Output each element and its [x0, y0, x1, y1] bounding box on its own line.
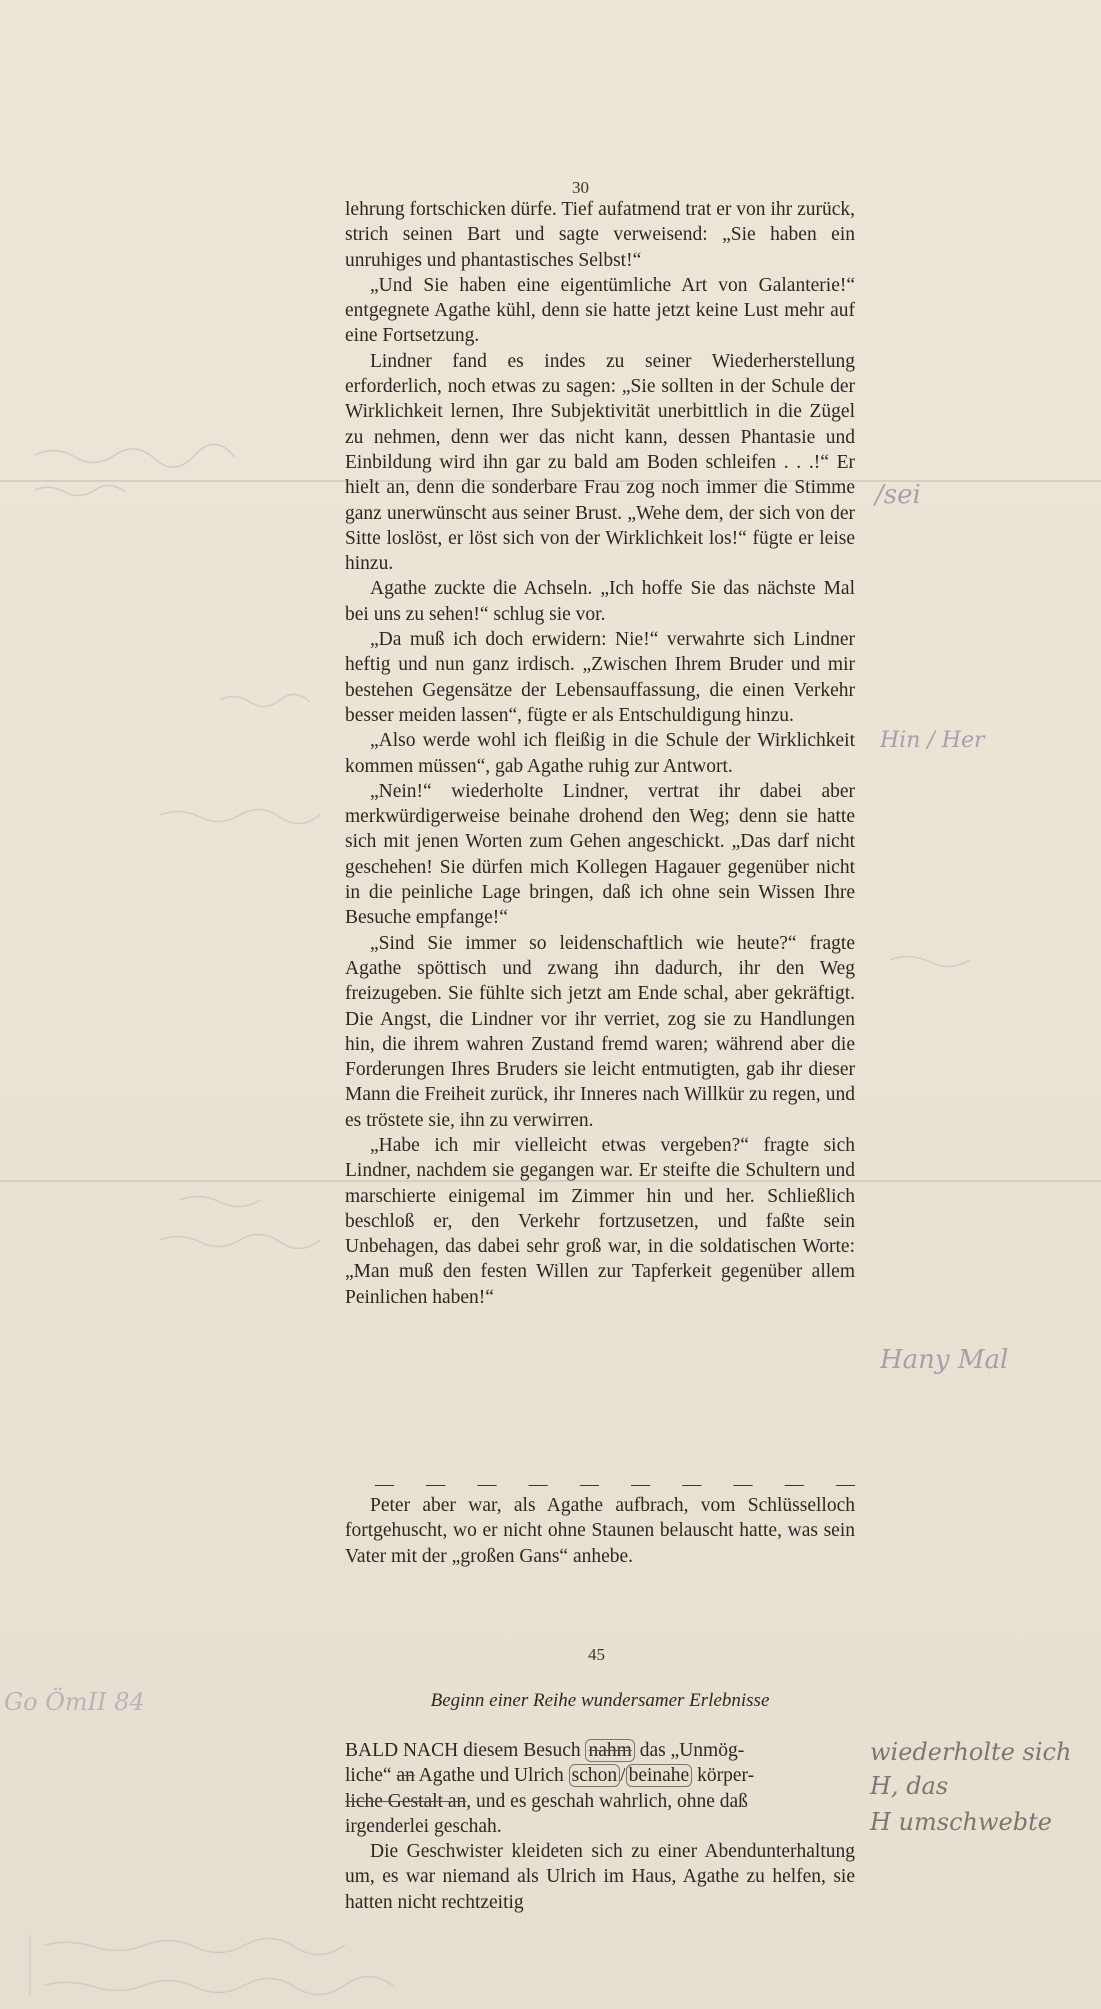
dash: —: [477, 1474, 497, 1495]
dash: —: [579, 1474, 599, 1495]
page-number-second: 45: [588, 1645, 605, 1664]
paragraph: Agathe zuckte die Achseln. „Ich hoffe Sie das nächste Mal bei uns zu sehen!“ schlug sie vor.: [345, 578, 855, 625]
struck-phrase: liche Gestalt an: [345, 1790, 467, 1812]
paragraph: „Da muß ich doch erwidern: Nie!“ verwahrte sich Lindner heftig und nun ganz irdisch. „Zwischen Ihrem Bruder und mir bestehen Gegensätze der Lebensauffassung, die einen Verkehr besser meiden lassen“, fügte er als Entschuldigung hinzu.: [345, 629, 855, 726]
text-run: irgenderlei geschah.: [345, 1815, 502, 1837]
paragraph: „Sind Sie immer so leidenschaftlich wie heute?“ fragte Agathe spöttisch und zwang ihn dadurch, ihr den Weg freizugeben. Sie fühlte sich jetzt am Ende schal, aber gekräftigt. Die Angst, die Lindner vor ihr verriet, zog sie zu Handlungen hin, die ihrem wahren Zustand fremd waren; während aber die Forderungen Ihres Bruders sie leicht entmutigten, gab ihr dieser Mann die Freiheit zurück, ihr Inneres nach Willkür zu regen, und es tröstete sie, ihn zu verwirren.: [345, 932, 855, 1131]
struck-word: nahm: [585, 1739, 634, 1762]
text-run: körper-: [692, 1765, 755, 1787]
paragraph: Lindner fand es indes zu seiner Wiederherstellung erforderlich, noch etwas zu sagen: „Sie sollten in der Schule der Wirklichkeit lernen, Ihre Subjektivität unerbittlich in die Zügel zu nehmen, denn wer das nicht kann, dessen Phantasie und Einbildung wird ihn gar zu bald am Boden schleifen . . .!“ Er hielt an, denn die sonderbare Frau zog noch immer die Stimme ganz unerwünscht aus seiner Brust. „Wehe dem, der sich von der Sitte loslöst, er löst sich von der Wirklichkeit los!“ fügte er leise hinzu.: [345, 350, 855, 575]
paragraph: „Und Sie haben eine eigentümliche Art von Galanterie!“ entgegnete Agathe kühl, denn sie hatte jetzt keine Lust mehr auf eine Fortsetzung.: [345, 274, 855, 347]
page-number-top: 30: [572, 178, 589, 197]
margin-note: Hin / Her: [880, 728, 985, 753]
chapter-title: Beginn einer Reihe wundersamer Erlebnisse: [430, 1690, 770, 1711]
margin-note: /sei: [875, 480, 921, 510]
text-run: das „Unmög-: [634, 1740, 745, 1761]
margin-note: wiederholte sich: [870, 1738, 1072, 1766]
circled-word: schon: [569, 1764, 621, 1787]
text-run: , und es geschah wahrlich, ohne daß: [466, 1790, 748, 1812]
paragraph: Die Geschwister kleideten sich zu einer Abendunterhaltung um, es war niemand als Ulrich im Haus, Agathe zu helfen, sie hatten nicht rechtzeitig: [345, 1841, 855, 1913]
paragraph: „Also werde wohl ich fleißig in die Schule der Wirklichkeit kommen müssen“, gab Agathe ruhig zur Antwort.: [345, 730, 855, 777]
margin-note: H umschwebte: [870, 1808, 1052, 1836]
text-run: /: [620, 1765, 626, 1787]
paragraph: „Habe ich mir vielleicht etwas vergeben?“ fragte sich Lindner, nachdem sie gegangen war. Er steifte die Schultern und marschierte einigemal im Zimmer hin und her. Schließlich beschloß er, den Verkehr fortzusetzen, und faßte sein Unbehagen, das dabei sehr groß war, in die soldatischen Worte: „Man muß den festen Willen zur Tapferkeit gegenüber allem Peinlichen haben!“: [345, 1134, 855, 1308]
paragraph: lehrung fortschicken dürfe. Tief aufatmend trat er von ihr zurück, strich seinen Bart und sagte verweisend: „Sie haben ein unruhiges und phantastisches Selbst!“: [345, 199, 855, 271]
margin-note: Hany Mal: [880, 1345, 1009, 1375]
dash: —: [631, 1474, 651, 1495]
dash: —: [426, 1474, 446, 1495]
margin-note: Go ÖmII 84: [4, 1688, 145, 1716]
margin-note: H, das: [870, 1772, 949, 1800]
paragraph: Peter aber war, als Agathe aufbrach, vom Schlüsselloch fortgehuscht, wo er nicht ohne Staunen belauscht hatte, was sein Vater mit der „großen Gans“ anhebe.: [345, 1495, 855, 1567]
dash: —: [528, 1474, 548, 1495]
text-run: liche“: [345, 1765, 397, 1787]
dash: —: [375, 1474, 394, 1495]
text-run: Agathe und Ulrich: [414, 1765, 569, 1787]
dash: —: [784, 1474, 804, 1495]
dash: —: [835, 1474, 855, 1495]
text-run: BALD NACH diesem Besuch: [345, 1740, 586, 1761]
circled-word: beinahe: [626, 1764, 693, 1787]
struck-word: an: [396, 1765, 415, 1787]
paragraph: „Nein!“ wiederholte Lindner, vertrat ihr dabei aber merkwürdigerweise beinahe drohend den Weg; denn sie hatte sich mit jenen Worten zum Gehen angeschickt. „Das darf nicht geschehen! Sie dürfen mich Kollegen Hagauer gegenüber nicht in die peinliche Lage bringen, daß ich ohne sein Wissen Ihre Besuche empfange!“: [345, 780, 855, 929]
dash: —: [682, 1474, 702, 1495]
dash: —: [733, 1474, 753, 1495]
